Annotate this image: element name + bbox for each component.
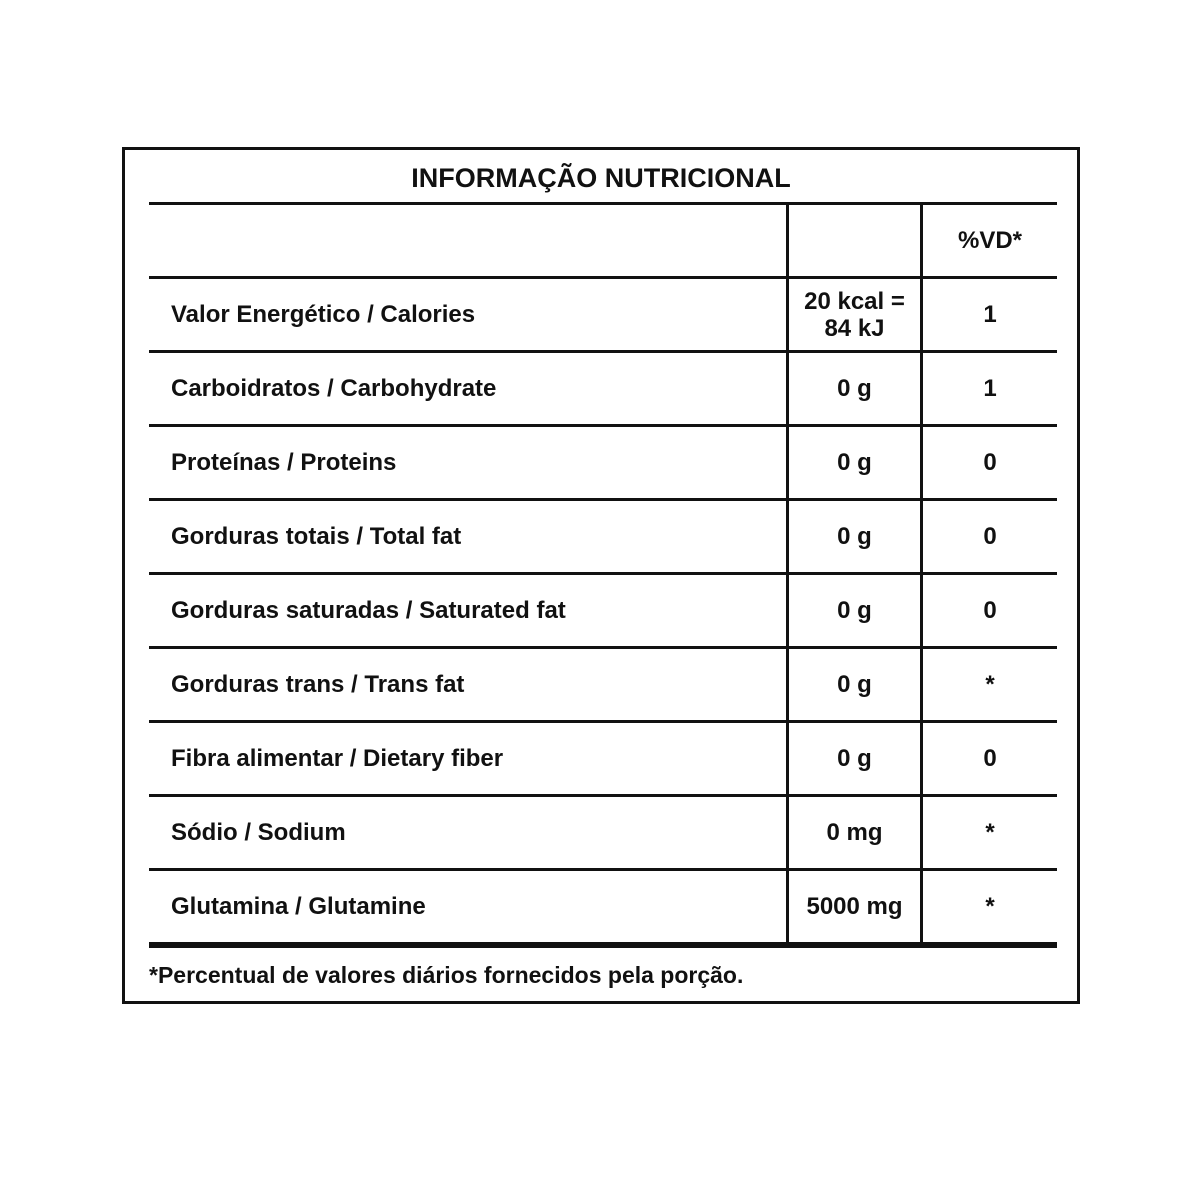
nutrient-vd: * [920, 797, 1057, 868]
header-amount-cell [786, 205, 920, 276]
nutrient-amount: 0 g [786, 723, 920, 794]
nutrient-vd: 0 [920, 723, 1057, 794]
table-row [149, 720, 1057, 794]
amount-line-2: 84 kJ [824, 314, 885, 342]
footnote: *Percentual de valores diários fornecidos pela porção. [149, 962, 744, 988]
nutrient-name: Gorduras trans / Trans fat [171, 670, 465, 698]
nutrition-table [149, 202, 1057, 948]
nutrient-amount: 0 g [786, 649, 920, 720]
nutrient-name: Sódio / Sodium [171, 818, 346, 846]
table-row [149, 572, 1057, 646]
table-row [149, 868, 1057, 948]
nutrient-amount: 0 g [786, 575, 920, 646]
label-title: INFORMAÇÃO NUTRICIONAL [411, 163, 791, 193]
nutrient-amount: 0 g [786, 501, 920, 572]
table-row [149, 276, 1057, 350]
table-row [149, 794, 1057, 868]
nutrient-vd: 0 [920, 427, 1057, 498]
nutrient-amount [786, 279, 920, 350]
table-row [149, 498, 1057, 572]
nutrient-name: Proteínas / Proteins [171, 448, 397, 476]
nutrient-name: Gorduras saturadas / Saturated fat [171, 596, 566, 624]
nutrient-vd: * [920, 649, 1057, 720]
nutrient-amount: 0 mg [786, 797, 920, 868]
nutrient-amount: 5000 mg [786, 871, 920, 942]
nutrient-name: Glutamina / Glutamine [171, 892, 426, 920]
header-vd-cell: %VD* [920, 205, 1057, 276]
nutrient-amount: 0 g [786, 427, 920, 498]
table-row [149, 424, 1057, 498]
nutrient-vd: 0 [920, 575, 1057, 646]
nutrient-name: Fibra alimentar / Dietary fiber [171, 744, 504, 772]
header-name-cell [149, 205, 786, 276]
nutrient-name: Valor Energético / Calories [171, 300, 476, 328]
nutrient-amount: 0 g [786, 353, 920, 424]
nutrient-vd: 1 [920, 279, 1057, 350]
table-header-row [149, 202, 1057, 276]
nutrient-vd: 0 [920, 501, 1057, 572]
table-row [149, 646, 1057, 720]
nutrient-vd: * [920, 871, 1057, 942]
nutrient-vd: 1 [920, 353, 1057, 424]
nutrient-name: Gorduras totais / Total fat [171, 522, 462, 550]
amount-line-1: 20 kcal = [804, 287, 905, 315]
nutrient-name: Carboidratos / Carbohydrate [171, 374, 497, 402]
table-row [149, 350, 1057, 424]
nutrition-facts-label [122, 147, 1080, 1004]
